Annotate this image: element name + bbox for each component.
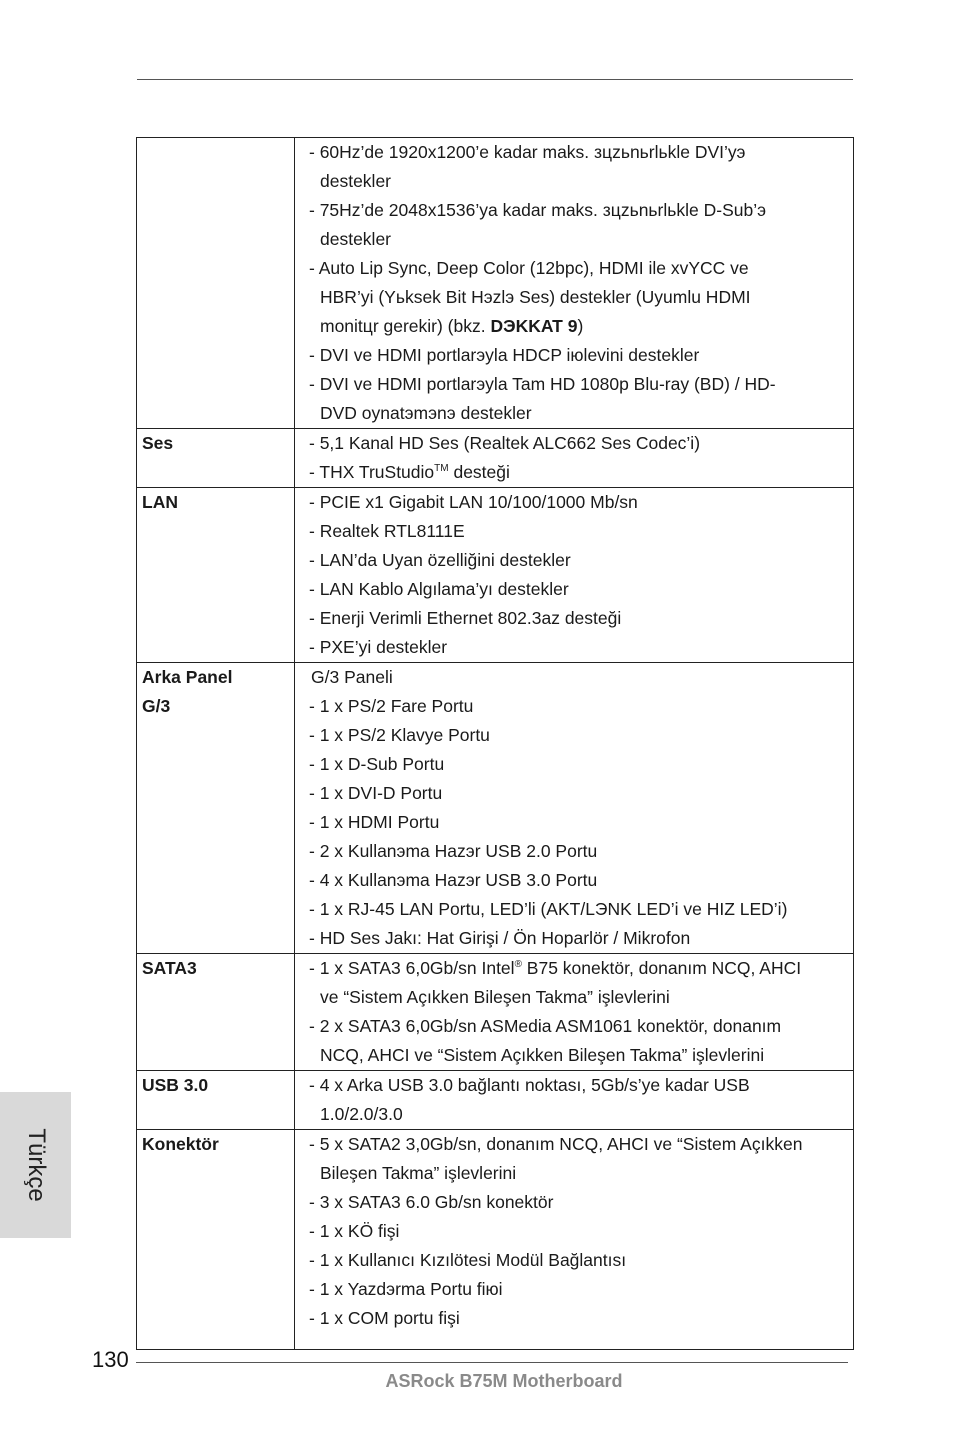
spec-line: - 1 x COM portu fişi xyxy=(309,1308,460,1328)
spec-line: - 1 x D-Sub Portu xyxy=(309,754,445,774)
spec-label-cell xyxy=(137,954,295,1071)
spec-line: - LAN’da Uyan özelliğini destekler xyxy=(309,550,571,570)
spec-row xyxy=(137,488,854,663)
spec-line: - 2 x Kullanэma Hazэr USB 2.0 Portu xyxy=(309,841,598,861)
spec-label-cell xyxy=(137,1130,295,1350)
spec-line: DVD oynatэmэnэ destekler xyxy=(320,403,532,423)
spec-row xyxy=(137,138,854,429)
spec-line: 1.0/2.0/3.0 xyxy=(320,1104,403,1124)
spec-label: USB 3.0 xyxy=(142,1075,209,1095)
spec-line: destekler xyxy=(320,171,392,191)
spec-label-cell xyxy=(137,138,295,429)
spec-table-body xyxy=(137,138,854,1350)
spec-line: - 1 x PS/2 Fare Portu xyxy=(309,696,474,716)
spec-label-cell xyxy=(137,663,295,954)
spec-line: - 4 x Arka USB 3.0 bağlantı noktası, 5Gb/s’ye kadar USB xyxy=(309,1075,750,1095)
spec-line: - LAN Kablo Algılama’yı destekler xyxy=(309,579,569,599)
spec-row xyxy=(137,954,854,1071)
spec-line: - DVI ve HDMI portlarэyla Tam HD 1080p Blu-ray (BD) / HD- xyxy=(309,374,776,394)
spec-label: SATA3 xyxy=(142,958,197,978)
spec-line: - 4 x Kullanэma Hazэr USB 3.0 Portu xyxy=(309,870,598,890)
spec-table xyxy=(136,137,854,1350)
spec-line: - 5,1 Kanal HD Ses (Realtek ALC662 Ses Codec’i) xyxy=(309,433,701,453)
spec-label-cell xyxy=(137,488,295,663)
spec-line: ve “Sistem Açıkken Bileşen Takma” işlevlerini xyxy=(320,987,670,1007)
spec-line: - 1 x PS/2 Klavye Portu xyxy=(309,725,490,745)
spec-value-cell xyxy=(295,954,854,1071)
spec-row xyxy=(137,1130,854,1350)
spec-line: - PCIE x1 Gigabit LAN 10/100/1000 Mb/sn xyxy=(309,492,638,512)
spec-line: - 5 x SATA2 3,0Gb/sn, donanım NCQ, AHCI ve “Sistem Açıkken xyxy=(309,1134,803,1154)
spec-line: - 2 x SATA3 6,0Gb/sn ASMedia ASM1061 konektör, donanım xyxy=(309,1016,782,1036)
spec-value-cell xyxy=(295,429,854,488)
spec-label-cell xyxy=(137,429,295,488)
language-side-tab-label: Türkçe xyxy=(22,1128,50,1202)
spec-line: NCQ, AHCI ve “Sistem Açıkken Bileşen Takma” işlevlerini xyxy=(320,1045,765,1065)
footer-product-name: ASRock B75M Motherboard xyxy=(385,1371,623,1391)
footer-rule xyxy=(136,1362,848,1363)
spec-value-cell xyxy=(295,663,854,954)
spec-value-cell xyxy=(295,1130,854,1350)
spec-line: - 3 x SATA3 6.0 Gb/sn konektör xyxy=(309,1192,554,1212)
spec-value-cell xyxy=(295,138,854,429)
spec-row xyxy=(137,1071,854,1130)
spec-row xyxy=(137,429,854,488)
spec-line: - PXE’yi destekler xyxy=(309,637,448,657)
spec-line: - 1 x SATA3 6,0Gb/sn Intel® B75 konektör, donanım NCQ, AHCI xyxy=(309,958,802,978)
spec-line: monitцr gerekir) (bkz. DЭKKAT 9) xyxy=(320,316,584,336)
spec-label-cell xyxy=(137,1071,295,1130)
spec-label: Arka Panel xyxy=(142,667,233,687)
spec-line: Bileşen Takma” işlevlerini xyxy=(320,1163,517,1183)
language-side-tab xyxy=(0,1092,71,1238)
spec-line: G/3 Paneli xyxy=(311,667,393,687)
spec-line: - Enerji Verimli Ethernet 802.3az desteği xyxy=(309,608,622,628)
spec-line: - 1 x DVI-D Portu xyxy=(309,783,443,803)
spec-line: - HD Ses Jakı: Hat Girişi / Ön Hoparlör / Mikrofon xyxy=(309,928,691,948)
spec-line: - 75Hz’de 2048x1536’ya kadar maks. зцzьnьrlьkle D-Sub’э xyxy=(309,200,767,220)
spec-line: - 1 x Kullanıcı Kızılötesi Modül Bağlantısı xyxy=(309,1250,627,1270)
spec-line: - Auto Lip Sync, Deep Color (12bpc), HDMI ile xvYCC ve xyxy=(309,258,749,278)
header-rule xyxy=(137,79,853,80)
spec-label: LAN xyxy=(142,492,178,512)
spec-line: - 1 x KÖ fişi xyxy=(309,1221,400,1241)
spec-line: - 1 x RJ-45 LAN Portu, LED’li (AKT/LЭNK LED’i ve HIZ LED’i) xyxy=(309,899,788,919)
page-number: 130 xyxy=(92,1347,129,1372)
spec-line: - 1 x HDMI Portu xyxy=(309,812,440,832)
spec-line: - 60Hz’de 1920x1200’e kadar maks. зцzьnьrlьkle DVI’уэ xyxy=(309,142,746,162)
spec-label: Ses xyxy=(142,433,174,453)
spec-value-cell xyxy=(295,1071,854,1130)
spec-line: HBR’yi (Yьksek Bit Hэzlэ Ses) destekler (Uyumlu HDMI xyxy=(320,287,751,307)
spec-line: - THX TruStudio™ desteği xyxy=(309,462,510,482)
spec-row xyxy=(137,663,854,954)
spec-label: G/3 xyxy=(142,696,171,716)
spec-line: destekler xyxy=(320,229,392,249)
spec-line: - 1 x Yazdэrma Portu fiюi xyxy=(309,1279,503,1299)
spec-value-cell xyxy=(295,488,854,663)
spec-line: - Realtek RTL8111E xyxy=(309,521,465,541)
spec-label: Konektör xyxy=(142,1134,219,1154)
spec-line: - DVI ve HDMI portlarэyla HDCP iюlevini destekler xyxy=(309,345,700,365)
